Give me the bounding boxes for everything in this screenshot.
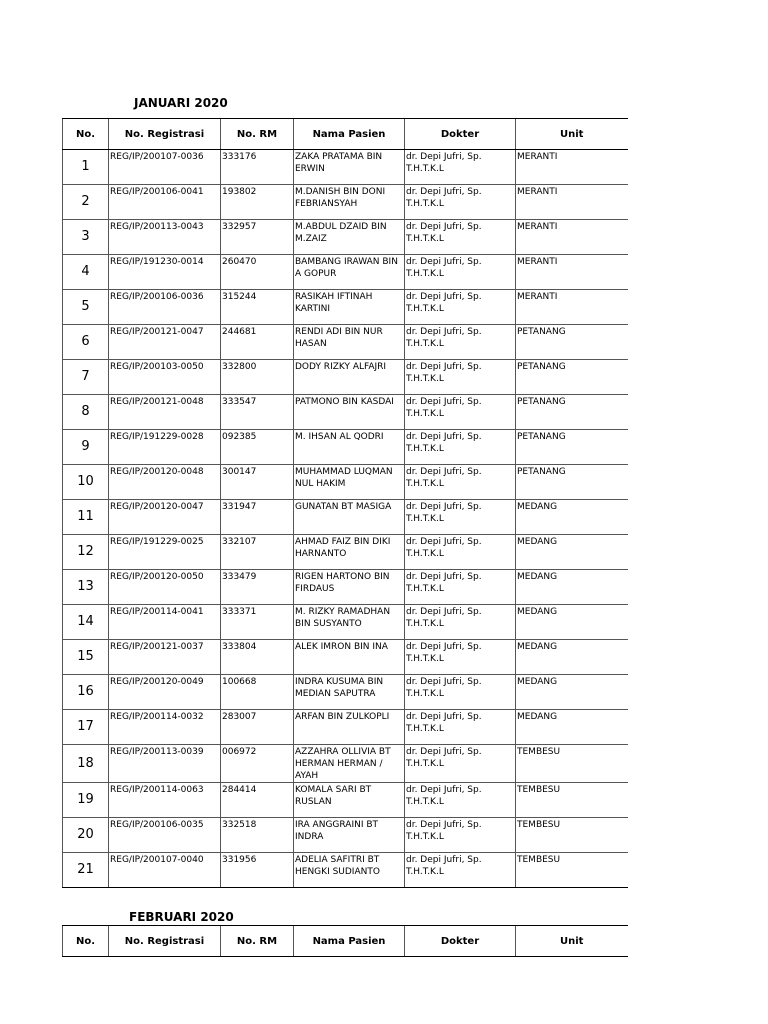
cell-nama-pasien: RENDI ADI BIN NUR HASAN bbox=[294, 325, 405, 360]
section-title-februari: FEBRUARI 2020 bbox=[129, 910, 234, 924]
patient-table-februari bbox=[62, 925, 628, 957]
cell-dokter: dr. Depi Jufri, Sp. T.H.T.K.L bbox=[405, 395, 516, 430]
table-row bbox=[63, 465, 628, 500]
column-header-rm: No. RM bbox=[221, 119, 294, 150]
table-row bbox=[63, 783, 628, 818]
column-header-nama-pasien: Nama Pasien bbox=[294, 119, 405, 150]
cell-registrasi: REG/IP/200121-0037 bbox=[109, 640, 221, 675]
cell-rm: 315244 bbox=[221, 290, 294, 325]
cell-unit: PETANANG bbox=[516, 360, 628, 395]
cell-rm: 092385 bbox=[221, 430, 294, 465]
table-row bbox=[63, 255, 628, 290]
cell-dokter: dr. Depi Jufri, Sp. T.H.T.K.L bbox=[405, 325, 516, 360]
cell-unit: PETANANG bbox=[516, 395, 628, 430]
cell-dokter: dr. Depi Jufri, Sp. T.H.T.K.L bbox=[405, 535, 516, 570]
cell-registrasi: REG/IP/200120-0050 bbox=[109, 570, 221, 605]
table-row bbox=[63, 570, 628, 605]
cell-rm: 100668 bbox=[221, 675, 294, 710]
column-header-no: No. bbox=[63, 119, 109, 150]
column-header-unit: Unit bbox=[516, 119, 628, 150]
cell-unit: MERANTI bbox=[516, 290, 628, 325]
cell-unit: MEDANG bbox=[516, 710, 628, 745]
cell-unit: PETANANG bbox=[516, 465, 628, 500]
cell-no: 2 bbox=[63, 185, 109, 220]
table-row bbox=[63, 325, 628, 360]
cell-registrasi: REG/IP/191229-0025 bbox=[109, 535, 221, 570]
column-header-registrasi: No. Registrasi bbox=[109, 119, 221, 150]
cell-rm: 331947 bbox=[221, 500, 294, 535]
cell-nama-pasien: M.DANISH BIN DONI FEBRIANSYAH bbox=[294, 185, 405, 220]
cell-unit: TEMBESU bbox=[516, 783, 628, 818]
cell-dokter: dr. Depi Jufri, Sp. T.H.T.K.L bbox=[405, 640, 516, 675]
cell-rm: 332957 bbox=[221, 220, 294, 255]
cell-nama-pasien: BAMBANG IRAWAN BIN A GOPUR bbox=[294, 255, 405, 290]
table-row bbox=[63, 818, 628, 853]
cell-dokter: dr. Depi Jufri, Sp. T.H.T.K.L bbox=[405, 500, 516, 535]
cell-unit: MERANTI bbox=[516, 150, 628, 185]
table-row bbox=[63, 150, 628, 185]
cell-no: 17 bbox=[63, 710, 109, 745]
table-header-row bbox=[63, 926, 628, 957]
cell-dokter: dr. Depi Jufri, Sp. T.H.T.K.L bbox=[405, 675, 516, 710]
cell-dokter: dr. Depi Jufri, Sp. T.H.T.K.L bbox=[405, 185, 516, 220]
table-row bbox=[63, 395, 628, 430]
cell-no: 13 bbox=[63, 570, 109, 605]
cell-registrasi: REG/IP/200107-0040 bbox=[109, 853, 221, 888]
cell-no: 3 bbox=[63, 220, 109, 255]
cell-dokter: dr. Depi Jufri, Sp. T.H.T.K.L bbox=[405, 220, 516, 255]
cell-unit: MERANTI bbox=[516, 185, 628, 220]
cell-unit: TEMBESU bbox=[516, 745, 628, 783]
cell-no: 18 bbox=[63, 745, 109, 783]
cell-rm: 333804 bbox=[221, 640, 294, 675]
cell-nama-pasien: AZZAHRA OLLIVIA BT HERMAN HERMAN / AYAH bbox=[294, 745, 405, 783]
cell-unit: MEDANG bbox=[516, 605, 628, 640]
cell-no: 10 bbox=[63, 465, 109, 500]
cell-registrasi: REG/IP/200120-0047 bbox=[109, 500, 221, 535]
table-row bbox=[63, 535, 628, 570]
cell-dokter: dr. Depi Jufri, Sp. T.H.T.K.L bbox=[405, 290, 516, 325]
cell-nama-pasien: M. RIZKY RAMADHAN BIN SUSYANTO bbox=[294, 605, 405, 640]
table-row bbox=[63, 185, 628, 220]
table-row bbox=[63, 640, 628, 675]
cell-dokter: dr. Depi Jufri, Sp. T.H.T.K.L bbox=[405, 783, 516, 818]
cell-rm: 006972 bbox=[221, 745, 294, 783]
cell-rm: 332518 bbox=[221, 818, 294, 853]
cell-nama-pasien: RIGEN HARTONO BIN FIRDAUS bbox=[294, 570, 405, 605]
table-row bbox=[63, 290, 628, 325]
cell-nama-pasien: KOMALA SARI BT RUSLAN bbox=[294, 783, 405, 818]
cell-rm: 193802 bbox=[221, 185, 294, 220]
table-row bbox=[63, 220, 628, 255]
cell-no: 7 bbox=[63, 360, 109, 395]
table-row bbox=[63, 430, 628, 465]
cell-registrasi: REG/IP/200120-0048 bbox=[109, 465, 221, 500]
cell-registrasi: REG/IP/200106-0036 bbox=[109, 290, 221, 325]
table-row bbox=[63, 710, 628, 745]
cell-nama-pasien: MUHAMMAD LUQMAN NUL HAKIM bbox=[294, 465, 405, 500]
cell-rm: 333479 bbox=[221, 570, 294, 605]
cell-no: 16 bbox=[63, 675, 109, 710]
cell-no: 8 bbox=[63, 395, 109, 430]
cell-no: 21 bbox=[63, 853, 109, 888]
cell-dokter: dr. Depi Jufri, Sp. T.H.T.K.L bbox=[405, 360, 516, 395]
cell-nama-pasien: ALEK IMRON BIN INA bbox=[294, 640, 405, 675]
cell-registrasi: REG/IP/200121-0047 bbox=[109, 325, 221, 360]
cell-rm: 283007 bbox=[221, 710, 294, 745]
cell-no: 4 bbox=[63, 255, 109, 290]
cell-nama-pasien: INDRA KUSUMA BIN MEDIAN SAPUTRA bbox=[294, 675, 405, 710]
cell-registrasi: REG/IP/200113-0043 bbox=[109, 220, 221, 255]
column-header-nama-pasien: Nama Pasien bbox=[294, 926, 405, 957]
table-row bbox=[63, 675, 628, 710]
cell-no: 9 bbox=[63, 430, 109, 465]
table-row bbox=[63, 360, 628, 395]
cell-no: 11 bbox=[63, 500, 109, 535]
cell-registrasi: REG/IP/200120-0049 bbox=[109, 675, 221, 710]
cell-rm: 331956 bbox=[221, 853, 294, 888]
column-header-rm: No. RM bbox=[221, 926, 294, 957]
cell-registrasi: REG/IP/191230-0014 bbox=[109, 255, 221, 290]
cell-unit: MERANTI bbox=[516, 220, 628, 255]
cell-dokter: dr. Depi Jufri, Sp. T.H.T.K.L bbox=[405, 430, 516, 465]
cell-registrasi: REG/IP/200114-0063 bbox=[109, 783, 221, 818]
table-header-row bbox=[63, 119, 628, 150]
cell-no: 15 bbox=[63, 640, 109, 675]
cell-nama-pasien: ARFAN BIN ZULKOPLI bbox=[294, 710, 405, 745]
cell-rm: 260470 bbox=[221, 255, 294, 290]
patient-table-januari bbox=[62, 118, 628, 888]
cell-registrasi: REG/IP/200114-0041 bbox=[109, 605, 221, 640]
cell-no: 1 bbox=[63, 150, 109, 185]
cell-dokter: dr. Depi Jufri, Sp. T.H.T.K.L bbox=[405, 745, 516, 783]
cell-unit: MEDANG bbox=[516, 500, 628, 535]
cell-no: 20 bbox=[63, 818, 109, 853]
cell-rm: 300147 bbox=[221, 465, 294, 500]
cell-nama-pasien: IRA ANGGRAINI BT INDRA bbox=[294, 818, 405, 853]
column-header-no: No. bbox=[63, 926, 109, 957]
cell-nama-pasien: GUNATAN BT MASIGA bbox=[294, 500, 405, 535]
cell-unit: MERANTI bbox=[516, 255, 628, 290]
cell-rm: 333371 bbox=[221, 605, 294, 640]
cell-dokter: dr. Depi Jufri, Sp. T.H.T.K.L bbox=[405, 255, 516, 290]
column-header-unit: Unit bbox=[516, 926, 628, 957]
cell-nama-pasien: DODY RIZKY ALFAJRI bbox=[294, 360, 405, 395]
cell-no: 6 bbox=[63, 325, 109, 360]
cell-unit: TEMBESU bbox=[516, 818, 628, 853]
cell-no: 12 bbox=[63, 535, 109, 570]
cell-no: 19 bbox=[63, 783, 109, 818]
cell-nama-pasien: M. IHSAN AL QODRI bbox=[294, 430, 405, 465]
cell-rm: 333547 bbox=[221, 395, 294, 430]
table-row bbox=[63, 853, 628, 888]
cell-rm: 244681 bbox=[221, 325, 294, 360]
cell-nama-pasien: RASIKAH IFTINAH KARTINI bbox=[294, 290, 405, 325]
cell-nama-pasien: ADELIA SAFITRI BT HENGKI SUDIANTO bbox=[294, 853, 405, 888]
cell-registrasi: REG/IP/200106-0041 bbox=[109, 185, 221, 220]
cell-registrasi: REG/IP/200114-0032 bbox=[109, 710, 221, 745]
cell-rm: 284414 bbox=[221, 783, 294, 818]
cell-unit: PETANANG bbox=[516, 430, 628, 465]
cell-rm: 332800 bbox=[221, 360, 294, 395]
cell-dokter: dr. Depi Jufri, Sp. T.H.T.K.L bbox=[405, 570, 516, 605]
cell-dokter: dr. Depi Jufri, Sp. T.H.T.K.L bbox=[405, 605, 516, 640]
cell-unit: MEDANG bbox=[516, 535, 628, 570]
cell-unit: MEDANG bbox=[516, 570, 628, 605]
cell-no: 14 bbox=[63, 605, 109, 640]
cell-unit: MEDANG bbox=[516, 640, 628, 675]
table-row bbox=[63, 500, 628, 535]
cell-nama-pasien: PATMONO BIN KASDAI bbox=[294, 395, 405, 430]
cell-dokter: dr. Depi Jufri, Sp. T.H.T.K.L bbox=[405, 818, 516, 853]
column-header-dokter: Dokter bbox=[405, 119, 516, 150]
cell-registrasi: REG/IP/200121-0048 bbox=[109, 395, 221, 430]
cell-unit: TEMBESU bbox=[516, 853, 628, 888]
cell-dokter: dr. Depi Jufri, Sp. T.H.T.K.L bbox=[405, 465, 516, 500]
cell-nama-pasien: AHMAD FAIZ BIN DIKI HARNANTO bbox=[294, 535, 405, 570]
cell-no: 5 bbox=[63, 290, 109, 325]
cell-unit: MEDANG bbox=[516, 675, 628, 710]
cell-dokter: dr. Depi Jufri, Sp. T.H.T.K.L bbox=[405, 710, 516, 745]
table-row bbox=[63, 605, 628, 640]
cell-nama-pasien: M.ABDUL DZAID BIN M.ZAIZ bbox=[294, 220, 405, 255]
cell-rm: 333176 bbox=[221, 150, 294, 185]
cell-rm: 332107 bbox=[221, 535, 294, 570]
column-header-registrasi: No. Registrasi bbox=[109, 926, 221, 957]
cell-dokter: dr. Depi Jufri, Sp. T.H.T.K.L bbox=[405, 150, 516, 185]
column-header-dokter: Dokter bbox=[405, 926, 516, 957]
cell-dokter: dr. Depi Jufri, Sp. T.H.T.K.L bbox=[405, 853, 516, 888]
cell-registrasi: REG/IP/191229-0028 bbox=[109, 430, 221, 465]
cell-unit: PETANANG bbox=[516, 325, 628, 360]
cell-registrasi: REG/IP/200106-0035 bbox=[109, 818, 221, 853]
section-title-januari: JANUARI 2020 bbox=[134, 96, 228, 110]
cell-registrasi: REG/IP/200113-0039 bbox=[109, 745, 221, 783]
table-row bbox=[63, 745, 628, 783]
cell-registrasi: REG/IP/200107-0036 bbox=[109, 150, 221, 185]
cell-nama-pasien: ZAKA PRATAMA BIN ERWIN bbox=[294, 150, 405, 185]
cell-registrasi: REG/IP/200103-0050 bbox=[109, 360, 221, 395]
